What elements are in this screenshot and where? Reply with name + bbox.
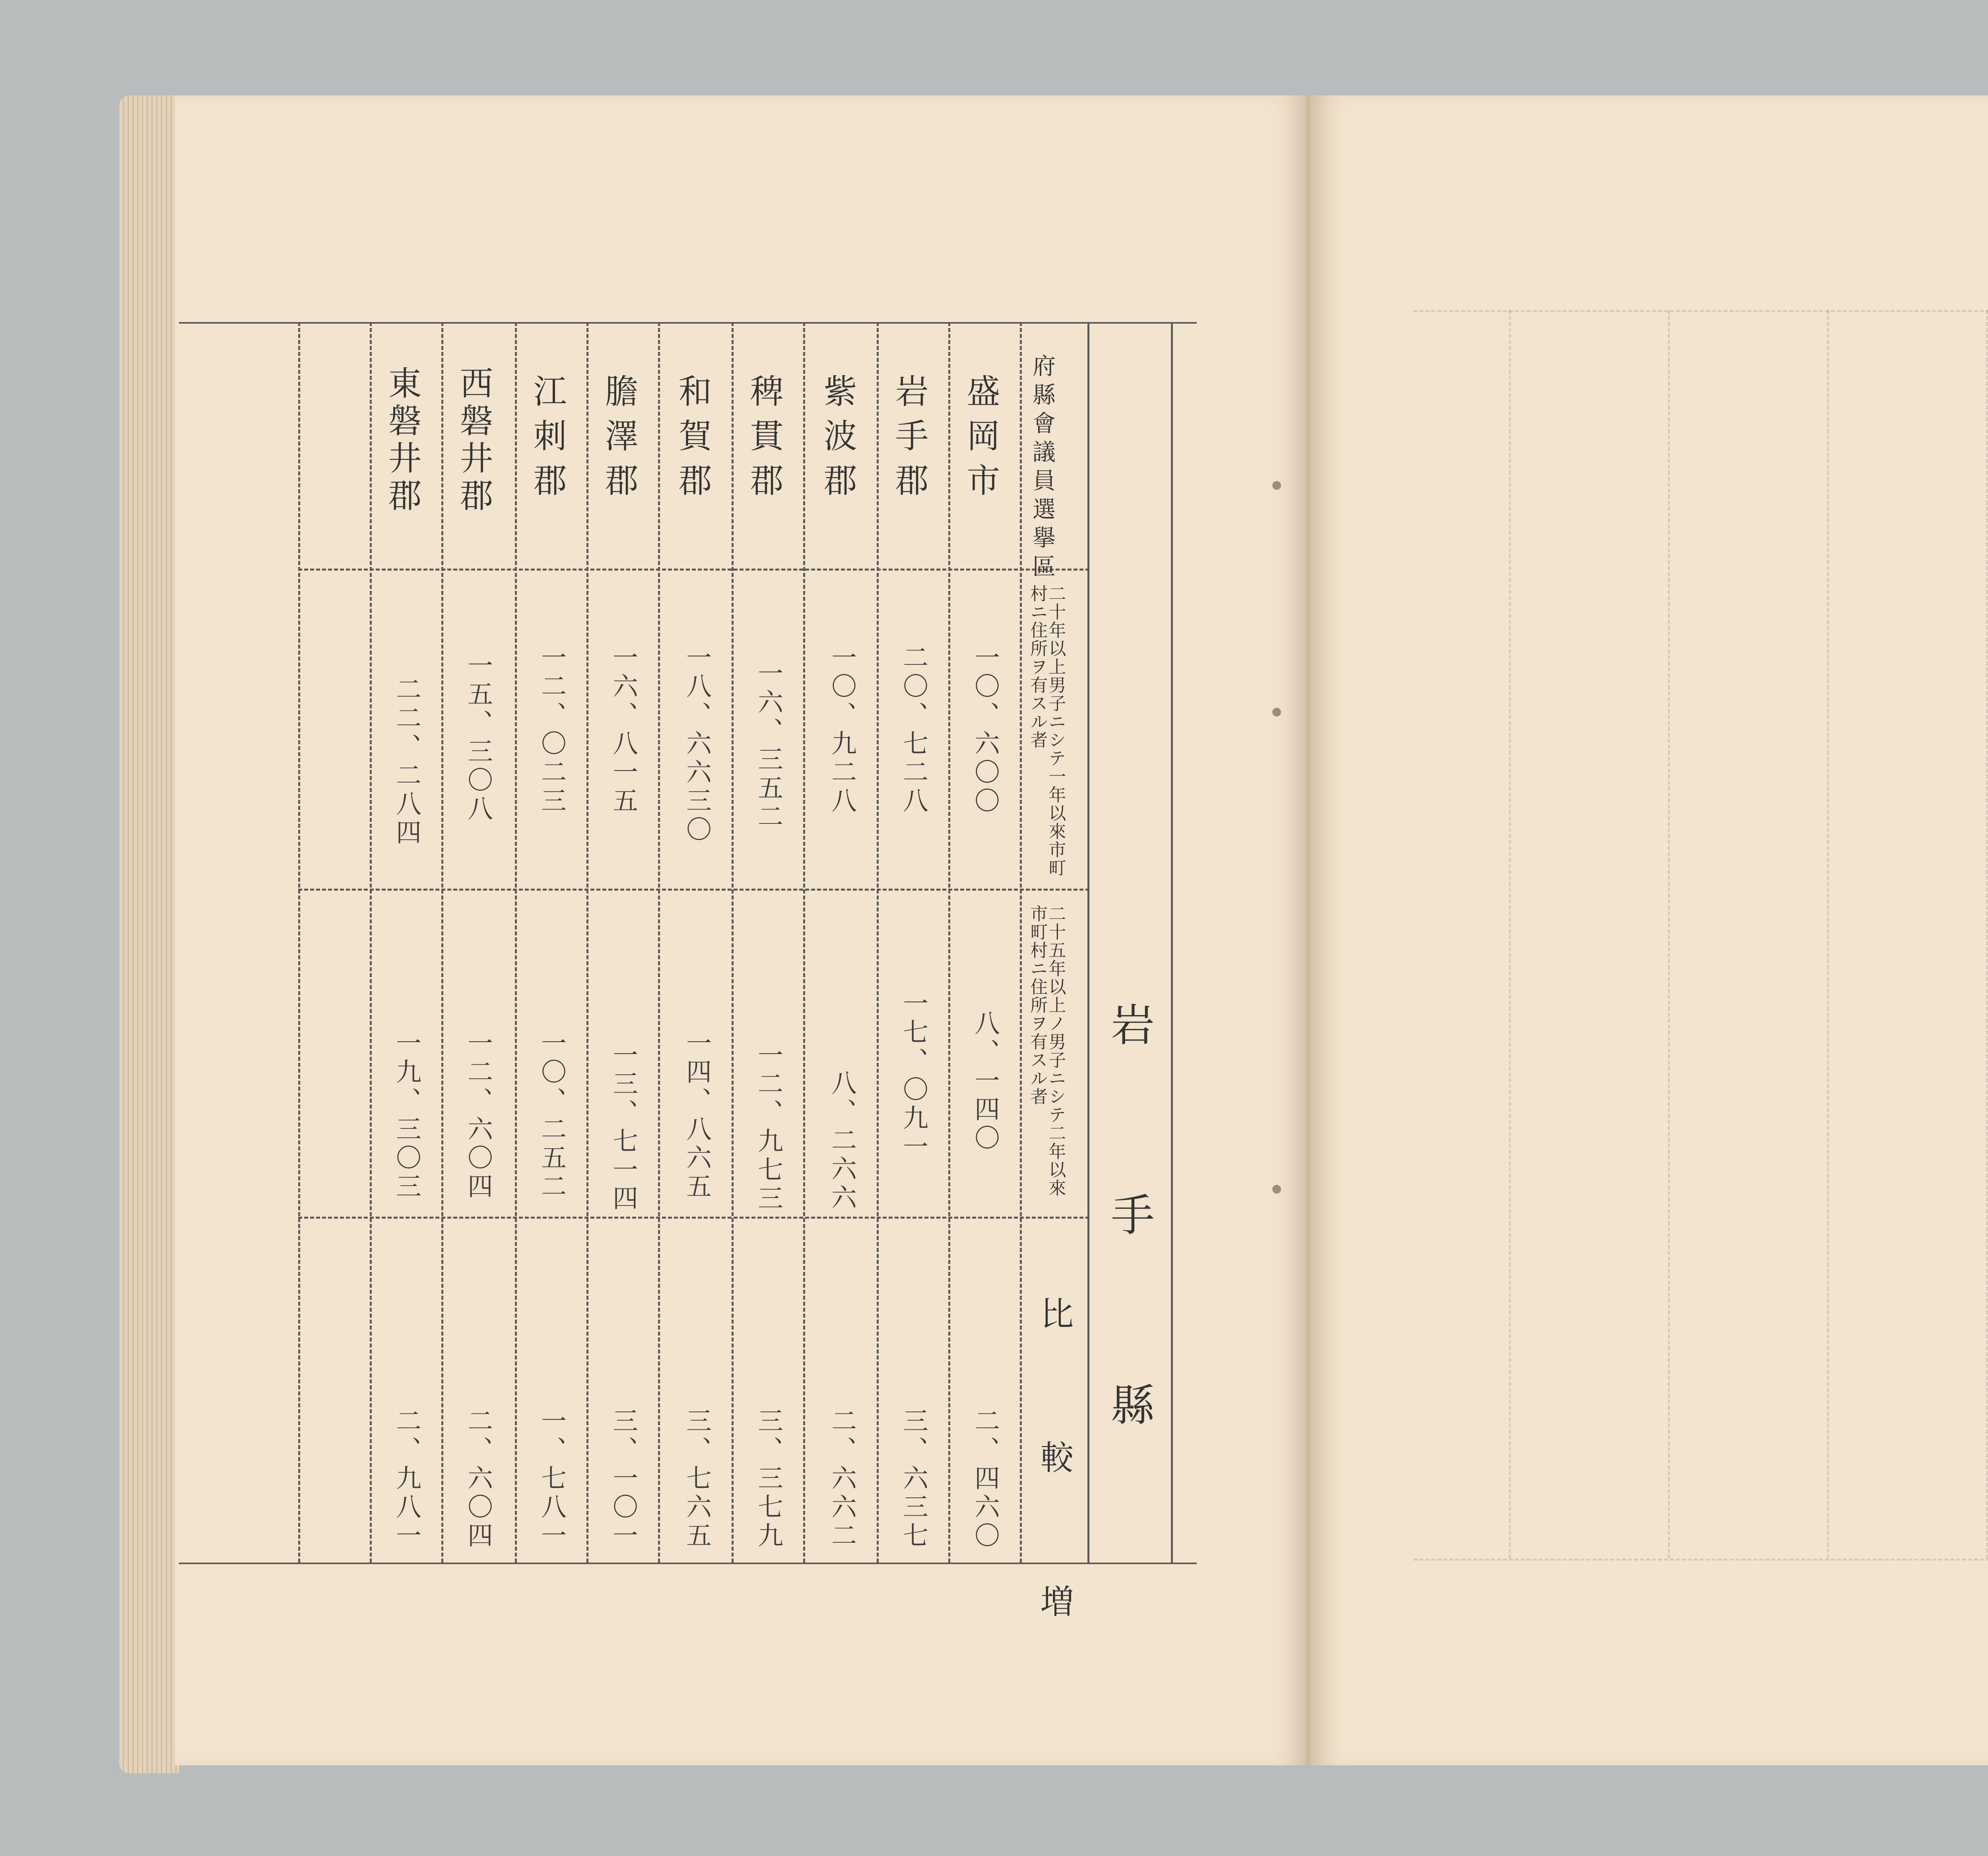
value-2020: 二〇、七二八 bbox=[899, 644, 928, 816]
header-col-diff: 比 較 増 bbox=[1035, 1296, 1074, 1653]
value-2025: 一三、七一四 bbox=[608, 1042, 638, 1213]
district-name: 盛岡市 bbox=[961, 374, 1000, 507]
district-name: 紫波郡 bbox=[818, 374, 857, 507]
value-diff: 三、六三七 bbox=[899, 1408, 928, 1551]
value-diff: 一、七八一 bbox=[537, 1408, 566, 1551]
district-name: 膽澤郡 bbox=[600, 374, 639, 507]
value-2020: 一五、三〇八 bbox=[463, 652, 493, 824]
value-2020: 二二、二八四 bbox=[392, 676, 421, 848]
value-2025: 一二、九七三 bbox=[753, 1042, 783, 1213]
value-2025: 八、二六六 bbox=[827, 1070, 856, 1213]
binding-hole bbox=[1272, 481, 1281, 490]
header-col-2020: 二十年以上男子ニシテ一年以來市町村ニ住所ヲ有スル者 bbox=[1027, 584, 1066, 877]
district-name: 西磐井郡 bbox=[454, 366, 493, 515]
value-diff: 三、一〇一 bbox=[608, 1408, 638, 1551]
value-2020: 一二、〇二三 bbox=[537, 644, 566, 816]
value-2025: 一〇、二五二 bbox=[537, 1030, 566, 1202]
value-diff: 二、六六二 bbox=[827, 1408, 856, 1551]
header-col-2025: 二十五年以上ノ男子ニシテ二年以來市町村ニ住所ヲ有スル者 bbox=[1027, 905, 1066, 1197]
district-name: 稗貫郡 bbox=[745, 374, 784, 507]
right-page bbox=[1310, 95, 1988, 1765]
binding-hole bbox=[1272, 1185, 1281, 1194]
value-2020: 一六、八一五 bbox=[608, 644, 638, 816]
value-diff: 二、六〇四 bbox=[463, 1408, 493, 1551]
open-book bbox=[119, 80, 1988, 1793]
district-name: 岩手郡 bbox=[890, 374, 929, 507]
value-diff: 二、四六〇 bbox=[970, 1408, 1000, 1551]
value-2020: 一八、六六三〇 bbox=[682, 644, 711, 845]
value-2025: 一七、〇九一 bbox=[899, 990, 928, 1162]
header-district: 府縣會議員選擧區 bbox=[1028, 354, 1056, 583]
value-diff: 二、九八一 bbox=[392, 1408, 421, 1551]
value-2020: 一〇、九二八 bbox=[827, 644, 856, 816]
district-name: 和賀郡 bbox=[673, 374, 712, 507]
value-2020: 一〇、六〇〇 bbox=[970, 644, 1000, 816]
value-2025: 一九、三〇三 bbox=[392, 1030, 421, 1202]
value-diff: 三、三七九 bbox=[753, 1408, 783, 1551]
value-2020: 一六、三五二 bbox=[753, 660, 783, 832]
value-2025: 一二、六〇四 bbox=[463, 1030, 493, 1202]
value-2025: 一四、八六五 bbox=[682, 1030, 711, 1202]
left-page bbox=[175, 95, 1308, 1765]
value-diff: 三、七六五 bbox=[682, 1408, 711, 1551]
value-2025: 八、一四〇 bbox=[970, 1010, 1000, 1153]
district-name: 東磐井郡 bbox=[383, 366, 422, 515]
binding-hole bbox=[1272, 708, 1281, 716]
prefecture-title: 岩 手 縣 bbox=[1104, 1002, 1155, 1474]
left-page-edges bbox=[119, 95, 179, 1773]
district-name: 江刺郡 bbox=[528, 374, 567, 507]
